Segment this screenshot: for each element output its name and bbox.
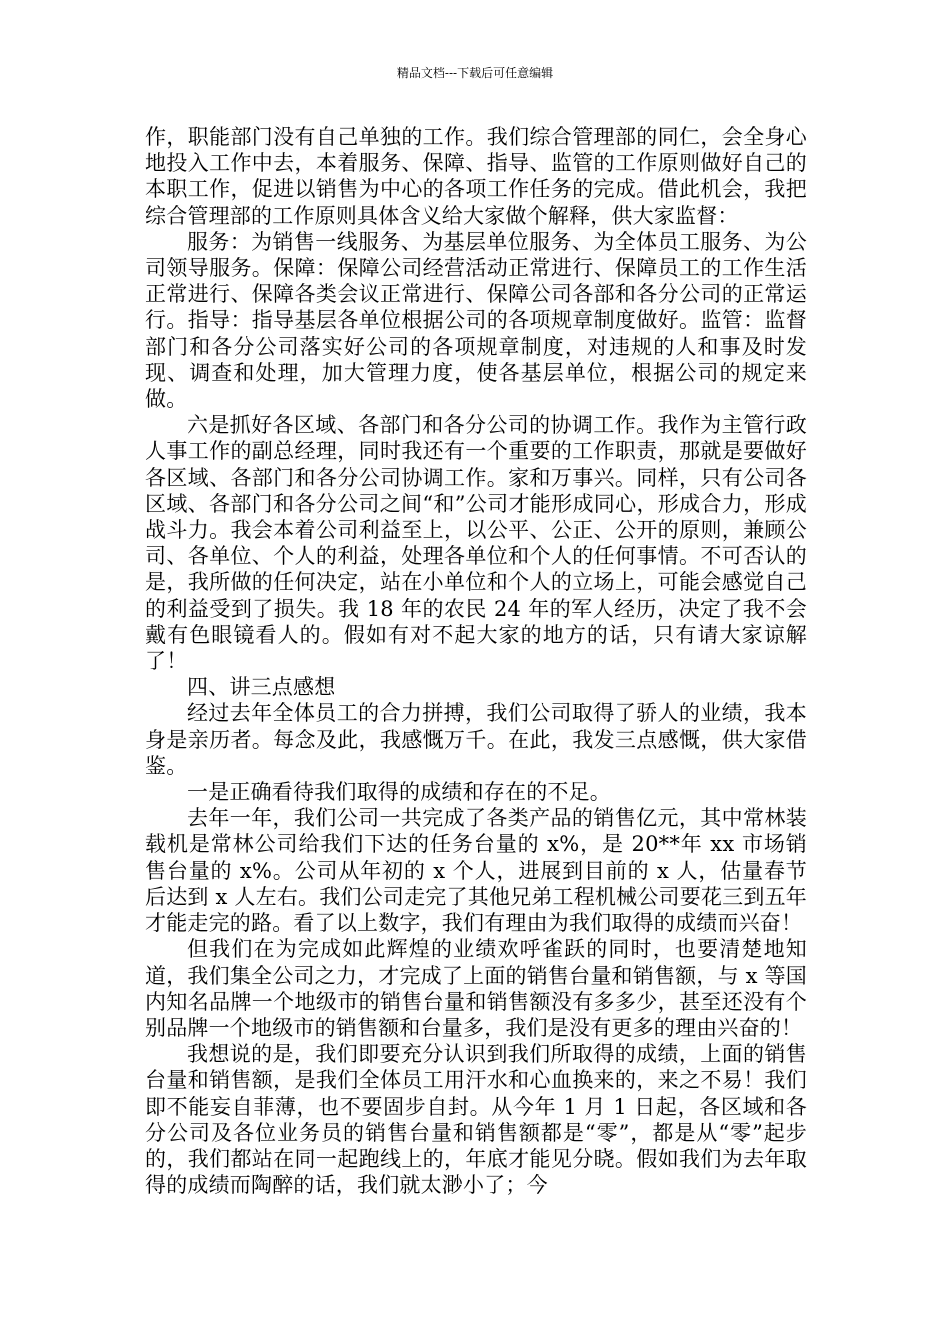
- paragraph-duties-intro: 作，职能部门没有自己单独的工作。我们综合管理部的同仁，会全身心地投入工作中去，本着服务、保障、指导、监管的工作原则做好自己的本职工作，促进以销售为中心的各项工作任务的完成。借此机会，我把综合管理部的工作原则具体含义给大家做个解释，供大家监督：: [145, 125, 807, 228]
- paragraph-point-one: 一是正确看待我们取得的成绩和存在的不足。: [187, 780, 611, 805]
- paragraph-last-year-results: 去年一年，我们公司一共完成了各类产品的销售亿元，其中常林装载机是常林公司给我们下达的任务台量的 x%，是 20**年 xx 市场销售台量的 x%。公司从年初的 x 个人，进展到目前的 x 人，估量春节后达到 x 人左右。我们公司走完了其他兄弟工程机械公司要花三到五年才能走完的路。看了以上数字，我们有理由为我们取得的成绩而兴奋！: [145, 806, 807, 936]
- paragraph-achievements-intro: 经过去年全体员工的合力拼搏，我们公司取得了骄人的业绩，我本身是亲历者。每念及此，我感慨万千。在此，我发三点感慨，供大家借鉴。: [145, 701, 807, 778]
- document-body: [145, 124, 807, 1198]
- section-heading-three-thoughts: 四、讲三点感想: [187, 675, 336, 700]
- paragraph-work-principles: 服务：为销售一线服务、为基层单位服务、为全体员工服务、为公司领导服务。保障：保障公司经营活动正常进行、保障员工的工作生活正常进行、保障各类会议正常进行、保障公司各部和各分公司的正常运行。指导：指导基层各单位根据公司的各项规章制度做好。监管：监督部门和各分公司落实好公司的各项规章制度，对违规的人和事及时发现、调查和处理，加大管理力度，使各基层单位，根据公司的规定来做。: [145, 229, 807, 412]
- paragraph-start-from-zero: 我想说的是，我们即要充分认识到我们所取得的成绩，上面的销售台量和销售额，是我们全体员工用汗水和心血换来的，来之不易！我们即不能妄自菲薄，也不要固步自封。从今年 1 月 1 日起，各区域和各分公司及各位业务员的销售台量和销售额都是“零”，都是从“零”起步的，我们都站在同一起跑线上的，年底才能见分晓。假如我们为去年取得的成绩而陶醉的话，我们就太渺小了；今: [145, 1042, 807, 1198]
- paragraph-coordination: 六是抓好各区域、各部门和各分公司的协调工作。我作为主管行政人事工作的副总经理，同时我还有一个重要的工作职责，那就是要做好各区域、各部门和各分公司协调工作。家和万事兴。同样，只有公司各区域、各部门和各分公司之间“和”公司才能形成同心，形成合力，形成战斗力。我会本着公司利益至上，以公平、公正、公开的原则，兼顾公司、各单位、个人的利益，处理各单位和个人的任何事情。不可否认的是，我所做的任何决定，站在小单位和个人的立场上，可能会感觉自己的利益受到了损失。我 18 年的农民 24 年的军人经历，决定了我不会戴有色眼镜看人的。假如有对不起大家的地方的话，只有请大家谅解了！: [145, 413, 807, 674]
- paragraph-stay-sober: 但我们在为完成如此辉煌的业绩欢呼雀跃的同时，也要清楚地知道，我们集全公司之力，才完成了上面的销售台量和销售额，与 x 等国内知名品牌一个地级市的销售台量和销售额没有多多少，甚至还没有个别品牌一个地级市的销售额和台量多，我们是没有更多的理由兴奋的！: [145, 937, 807, 1040]
- page-header: 精品文档---下载后可任意编辑: [396, 66, 554, 80]
